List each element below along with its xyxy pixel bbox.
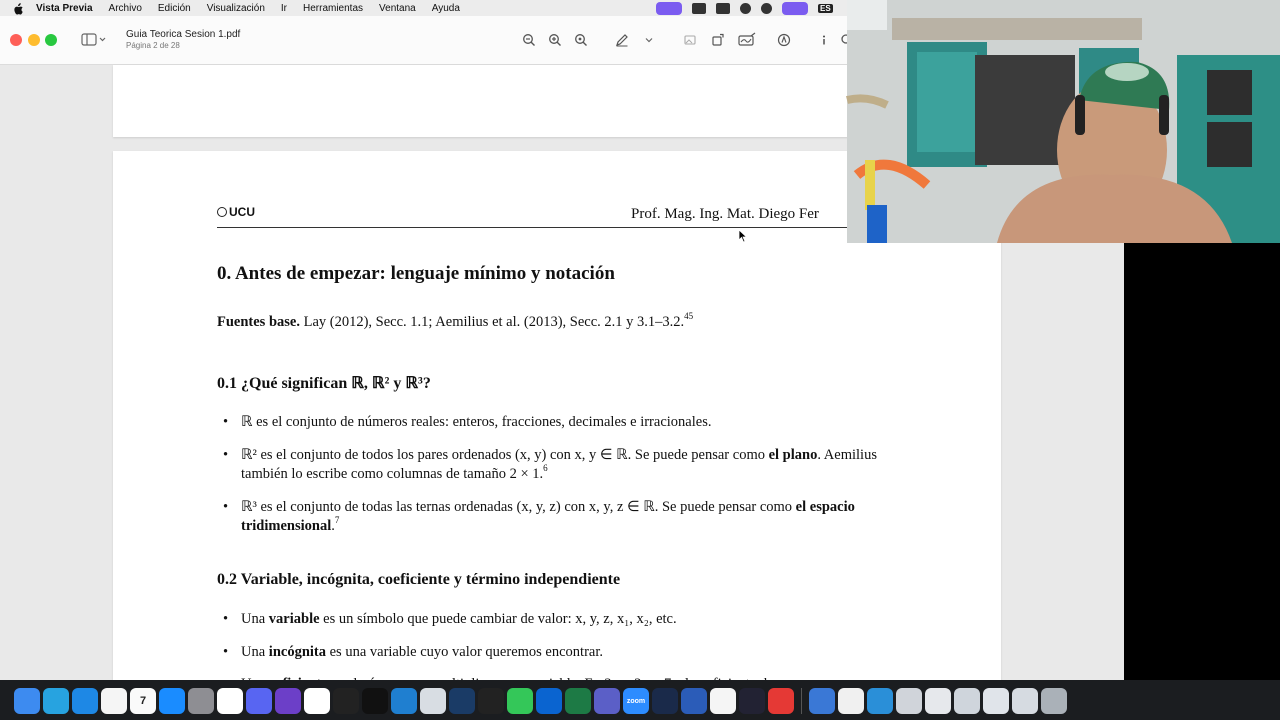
dock-photos-icon[interactable] bbox=[101, 688, 127, 714]
list-item-text: ℝ es el conjunto de números reales: enteros, fracciones, decimales e irracionales. bbox=[241, 414, 712, 430]
menu-app-name[interactable]: Vista Previa bbox=[36, 2, 93, 14]
zoom-search-icon[interactable] bbox=[574, 33, 588, 47]
bullet-list-0-1 bbox=[217, 413, 907, 550]
window-tiling-icon[interactable] bbox=[692, 3, 706, 14]
dock-folder-1-icon[interactable] bbox=[896, 688, 922, 714]
menu-archivo[interactable]: Archivo bbox=[108, 2, 142, 14]
menu-edicion[interactable]: Edición bbox=[157, 2, 191, 14]
dock-vscode-icon[interactable] bbox=[391, 688, 417, 714]
list-item-text: es un símbolo que puede cambiar de valor: x, y, z, x₁, x₂, etc. bbox=[319, 611, 677, 627]
dock-snippets-icon[interactable] bbox=[838, 688, 864, 714]
sources-text: Lay (2012), Secc. 1.1; Aemilius et al. (2013), Secc. 2.1 y 3.1–3.2. bbox=[299, 314, 685, 330]
webcam-video-image bbox=[847, 0, 1280, 243]
dock-discord-icon[interactable] bbox=[246, 688, 272, 714]
dock-folder-4-icon[interactable] bbox=[983, 688, 1009, 714]
display-icon[interactable] bbox=[716, 3, 730, 14]
list-item-bold: el espacio tridimensional bbox=[241, 498, 855, 534]
sources-paragraph bbox=[217, 311, 694, 331]
page-header-author: Prof. Mag. Ing. Mat. Diego Fer bbox=[631, 206, 819, 222]
dock-teams-icon[interactable] bbox=[594, 688, 620, 714]
list-item bbox=[217, 610, 907, 630]
screen-record-icon[interactable] bbox=[656, 2, 682, 15]
list-item-text: ℝ³ es el conjunto de todas las ternas ordenadas (x, y, z) con x, y, z ∈ ℝ. Se puede pensar como bbox=[241, 498, 796, 515]
status-area bbox=[656, 0, 833, 16]
dock-atlas-icon[interactable] bbox=[739, 688, 765, 714]
footnote-ref[interactable]: 7 bbox=[334, 515, 340, 526]
webcam-feed bbox=[847, 0, 1280, 243]
dock-telegram-icon[interactable] bbox=[43, 688, 69, 714]
subsection-heading-0-2: 0.2 Variable, incógnita, coeficiente y término independiente bbox=[217, 571, 621, 588]
dock-nuke-icon[interactable] bbox=[333, 688, 359, 714]
dock-outlook-icon[interactable] bbox=[536, 688, 562, 714]
list-item-text: es una variable cuyo valor queremos encontrar. bbox=[326, 643, 604, 660]
dock-termius-icon[interactable] bbox=[449, 688, 475, 714]
list-item-text: . bbox=[331, 518, 335, 534]
markup-pen-icon[interactable] bbox=[615, 33, 629, 47]
dock-video-icon[interactable] bbox=[809, 688, 835, 714]
dock-folder-2-icon[interactable] bbox=[925, 688, 951, 714]
dock-word-icon[interactable] bbox=[681, 688, 707, 714]
chevron-down-icon[interactable] bbox=[642, 33, 656, 47]
list-item-text: Una bbox=[241, 611, 269, 627]
dock-preview-icon[interactable] bbox=[420, 688, 446, 714]
fullscreen-window-button[interactable] bbox=[45, 34, 57, 46]
close-window-button[interactable] bbox=[10, 34, 22, 46]
signature-icon[interactable] bbox=[738, 33, 756, 47]
menu-ventana[interactable]: Ventana bbox=[379, 2, 416, 14]
annotate-icon[interactable] bbox=[777, 33, 791, 47]
dock-safari-icon[interactable] bbox=[72, 688, 98, 714]
screen-share-icon[interactable] bbox=[782, 2, 808, 15]
dock-notion-icon[interactable] bbox=[304, 688, 330, 714]
dock-pages-icon[interactable] bbox=[768, 688, 794, 714]
document-title: Guia Teorica Sesion 1.pdf bbox=[126, 29, 241, 40]
dock-unity-icon[interactable] bbox=[362, 688, 388, 714]
list-item-bold: variable bbox=[268, 611, 320, 627]
list-item bbox=[217, 413, 907, 433]
dock-folder-5-icon[interactable] bbox=[1012, 688, 1038, 714]
logo-text: UCU bbox=[229, 205, 255, 219]
zoom-in-icon[interactable] bbox=[548, 33, 562, 47]
list-item-bold: incógnita bbox=[268, 643, 326, 660]
footnote-ref[interactable]: 45 bbox=[684, 311, 694, 322]
list-item-text: Una bbox=[241, 643, 269, 660]
dock-notes-icon[interactable] bbox=[710, 688, 736, 714]
ucu-logo bbox=[217, 205, 255, 219]
footnote-ref[interactable]: 6 bbox=[543, 463, 548, 474]
minimize-window-button[interactable] bbox=[28, 34, 40, 46]
apple-icon[interactable] bbox=[12, 2, 24, 14]
ucu-seal-icon bbox=[217, 207, 227, 217]
dock-calendar-icon[interactable]: 7 bbox=[130, 688, 156, 714]
list-item-text: . Aemilius también lo escribe como columnas de tamaño 2 × 1. bbox=[241, 446, 877, 482]
dock-capture-icon[interactable] bbox=[867, 688, 893, 714]
dock bbox=[14, 684, 1067, 718]
dock-obsidian-icon[interactable] bbox=[275, 688, 301, 714]
list-item-bold: el plano bbox=[768, 446, 818, 463]
list-item bbox=[217, 446, 907, 485]
moon-icon[interactable] bbox=[740, 3, 751, 14]
menu-ir[interactable]: Ir bbox=[280, 2, 287, 14]
dock-terminal-icon[interactable] bbox=[478, 688, 504, 714]
dock-zoom-icon[interactable]: zoom bbox=[623, 688, 649, 714]
dock-app-store-icon[interactable] bbox=[159, 688, 185, 714]
rotate-icon[interactable] bbox=[711, 33, 725, 47]
dock-folder-3-icon[interactable] bbox=[954, 688, 980, 714]
section-heading: 0. Antes de empezar: lenguaje mínimo y notación bbox=[217, 263, 615, 284]
zoom-out-icon[interactable] bbox=[522, 33, 536, 47]
list-item bbox=[217, 498, 907, 537]
dock-trash-icon[interactable] bbox=[1041, 688, 1067, 714]
menu-ayuda[interactable]: Ayuda bbox=[431, 2, 460, 14]
menu-herramientas[interactable]: Herramientas bbox=[303, 2, 364, 14]
dock-excel-icon[interactable] bbox=[565, 688, 591, 714]
sources-label: Fuentes base. bbox=[217, 314, 300, 330]
sidebar-toggle-icon[interactable] bbox=[80, 32, 108, 48]
dock-chatgpt-icon[interactable] bbox=[217, 688, 243, 714]
dock-settings-icon[interactable] bbox=[188, 688, 214, 714]
menu-visualizacion[interactable]: Visualización bbox=[206, 2, 265, 14]
dock-elgato-icon[interactable] bbox=[652, 688, 678, 714]
list-item-text: ℝ² es el conjunto de todos los pares ordenados (x, y) con x, y ∈ ℝ. Se puede pensar como bbox=[241, 446, 769, 463]
input-language-badge[interactable]: ES bbox=[820, 3, 831, 13]
dock-messages-icon[interactable] bbox=[507, 688, 533, 714]
image-crop-icon[interactable] bbox=[683, 33, 697, 47]
info-icon[interactable] bbox=[817, 33, 831, 47]
mouse-cursor-icon bbox=[738, 229, 748, 243]
play-icon[interactable] bbox=[761, 3, 772, 14]
dock-separator bbox=[801, 688, 802, 714]
page-indicator: Página 2 de 28 bbox=[126, 41, 180, 50]
list-item bbox=[217, 643, 907, 663]
dock-finder-icon[interactable] bbox=[14, 688, 40, 714]
subsection-heading-0-1: 0.1 ¿Qué significan ℝ, ℝ² y ℝ³? bbox=[217, 375, 431, 392]
